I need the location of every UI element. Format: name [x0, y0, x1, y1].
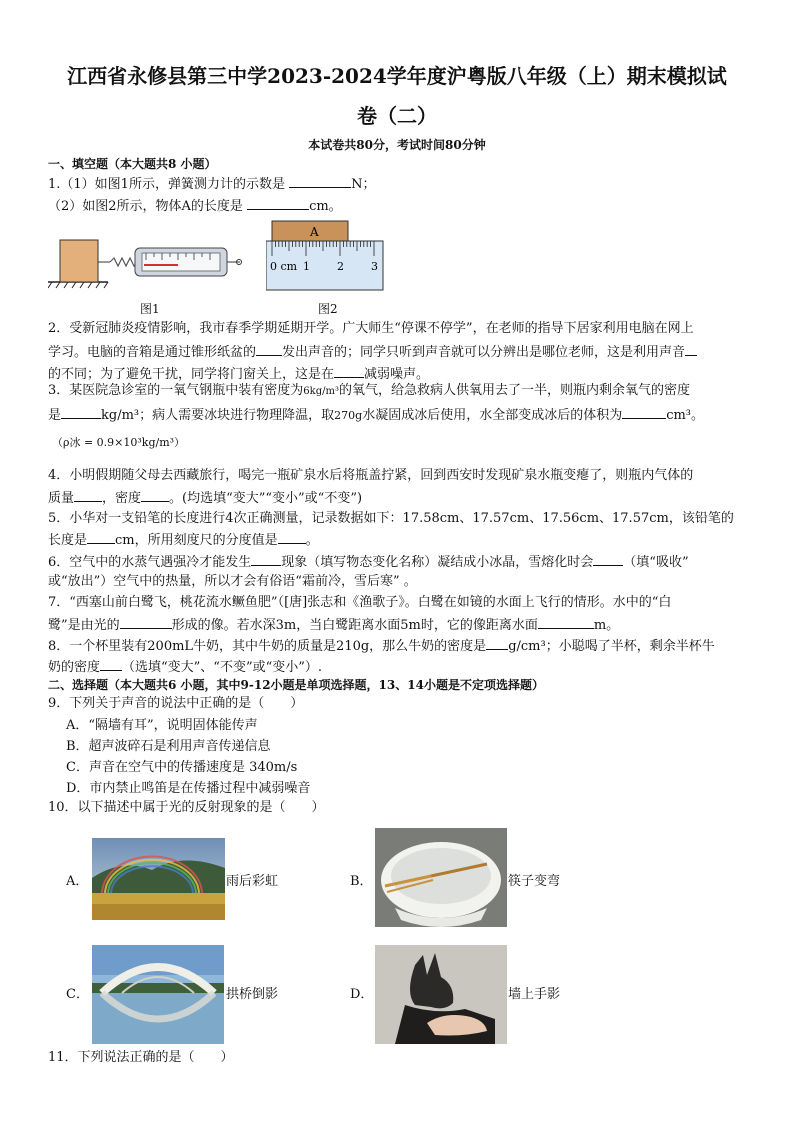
q10-caption-b: 筷子变弯 — [508, 874, 561, 889]
q10-caption-d: 墙上手影 — [508, 987, 561, 1002]
bent-chopsticks-photo — [375, 828, 507, 927]
q1b-blank[interactable] — [247, 196, 309, 210]
question-11-stem: 11．下列说法正确的是（ ） — [48, 1050, 234, 1065]
question-9-stem: 9．下列关于声音的说法中正确的是（ ） — [48, 696, 304, 711]
figure-2-caption: 图2 — [318, 302, 338, 316]
ruler-label-2: 2 — [337, 260, 344, 273]
question-7-line-2 — [48, 615, 619, 635]
q7-text-c: m。 — [593, 618, 620, 633]
q5-text-a: 长度是 — [48, 533, 88, 548]
exam-title-line-1: 江西省永修县第三中学2023-2024学年度沪粤版八年级（上）期末模拟试 — [67, 64, 727, 88]
q10-option-d-letter[interactable]: D． — [350, 987, 374, 1002]
q7-blank-1[interactable] — [120, 615, 172, 629]
q9-option-c[interactable]: C．声音在空气中的传播速度是 340m/s — [66, 760, 298, 775]
figure-2-block-label: A — [310, 225, 319, 239]
q10-caption-c: 拱桥倒影 — [226, 987, 279, 1002]
q2-blank-2[interactable] — [685, 342, 697, 356]
figure-1-spring-scale — [48, 232, 242, 296]
question-1a — [48, 174, 375, 194]
q3-mass: 270g — [334, 409, 363, 422]
q4-blank-2[interactable] — [141, 488, 169, 502]
q3-text-c: 是 — [48, 408, 62, 423]
q5-blank-1[interactable] — [87, 530, 115, 544]
q8-text-b: g/cm³；小聪喝了半杯，剩余半杯牛 — [508, 639, 715, 654]
q1a-blank[interactable] — [289, 174, 351, 188]
question-2-line-2 — [48, 342, 697, 362]
q1a-text: 1.（1）如图1所示，弹簧测力计的示数是 — [48, 177, 285, 192]
q10-option-a-letter[interactable]: A． — [66, 874, 89, 889]
question-8-line-2 — [48, 657, 322, 677]
q2-blank-3[interactable] — [334, 364, 364, 378]
q9-option-d[interactable]: D．市内禁止鸣笛是在传播过程中减弱噪音 — [66, 781, 311, 796]
q3-text-b: 的氧气，给急救病人供氧用去了一半，则瓶内剩余氧气的密度 — [338, 383, 690, 398]
question-4-line-2 — [48, 488, 362, 508]
q6-text-b: 现象（填写物态变化名称）凝结成小冰晶，雪熔化时会 — [281, 555, 594, 570]
figure-1-caption: 图1 — [140, 302, 160, 316]
ruler-label-3: 3 — [371, 260, 378, 273]
question-6-line-1 — [48, 552, 689, 572]
q6-blank-2[interactable] — [593, 552, 623, 566]
question-6-line-2: 或“放出”）空气中的热量，所以才会有俗语“霜前冷，雪后寒” 。 — [48, 574, 417, 589]
question-3-density-note: （ρ冰 = 0.9×10³kg/m³） — [52, 436, 186, 449]
q5-text-b: cm，所用刻度尺的分度值是 — [115, 533, 278, 548]
arch-bridge-reflection-photo — [92, 945, 224, 1044]
q2-text-d: 减弱噪声。 — [364, 367, 430, 382]
q5-text-c: 。 — [305, 533, 319, 548]
q6-text-a: 6．空气中的水蒸气遇强冷才能发生 — [48, 555, 252, 570]
q2-text-b: 发出声音的；同学只听到声音就可以分辨出是哪位老师，这是利用声音 — [282, 345, 686, 360]
ruler-label-1: 1 — [303, 260, 310, 273]
question-2-line-3 — [48, 364, 429, 384]
q8-text-d: （选填“变大”、“不变”或“变小”）. — [122, 660, 323, 675]
q9-option-b[interactable]: B．超声波碎石是利用声音传递信息 — [66, 739, 271, 754]
section-1-header: 一、填空题（本大题共8 小题） — [48, 157, 217, 171]
question-8-line-1 — [48, 636, 715, 656]
question-4-line-1: 4．小明假期随父母去西藏旅行，喝完一瓶矿泉水后将瓶盖拧紧，回到西安时发现矿泉水瓶变瘪了，则瓶内气体的 — [48, 468, 694, 483]
q8-blank-2[interactable] — [100, 657, 122, 671]
q3-text-a: 3．某医院急诊室的一氧气钢瓶中装有密度为 — [48, 383, 304, 398]
q4-text-b: ，密度 — [102, 491, 142, 506]
q9-option-a[interactable]: A．“隔墙有耳”，说明固体能传声 — [66, 718, 258, 733]
q5-blank-2[interactable] — [278, 530, 306, 544]
question-3-line-2 — [48, 405, 704, 425]
q7-text-a: 鹭”是由光的 — [48, 618, 120, 633]
q8-text-c: 奶的密度 — [48, 660, 101, 675]
q10-caption-a: 雨后彩虹 — [226, 874, 279, 889]
exam-subtitle: 本试卷共80分，考试时间80分钟 — [308, 138, 486, 152]
question-10-stem: 10．以下描述中属于光的反射现象的是（ ） — [48, 800, 325, 815]
question-5-line-2 — [48, 530, 319, 550]
question-1b — [48, 196, 342, 216]
rainbow-photo — [92, 838, 225, 920]
q3-blank-2[interactable] — [622, 405, 666, 419]
q2-text-a: 学习。电脑的音箱是通过锥形纸盆的 — [48, 345, 257, 360]
q3-density-unit: 6kg/m³ — [303, 386, 339, 397]
question-5-line-1: 5．小华对一支铅笔的长度进行4次正确测量，记录数据如下：17.58cm、17.57cm、17.56cm、17.57cm，该铅笔的 — [48, 511, 734, 526]
question-7-line-1: 7．“西塞山前白鹭飞，桃花流水鳜鱼肥”（[唐]张志和《渔歌子》。白鹭在如镜的水面上飞行的情形。水中的“白 — [48, 595, 672, 610]
q6-text-c: （填“吸收” — [623, 555, 689, 570]
q1b-unit: cm。 — [309, 199, 342, 214]
q3-unit: cm³。 — [666, 408, 705, 423]
q3-text-e: 水凝固成冰后使用，水全部变成冰后的体积为 — [362, 408, 623, 423]
exam-title-line-2: 卷（二） — [357, 104, 437, 128]
q8-text-a: 8．一个杯里装有200mL牛奶，其中牛奶的质量是210g，那么牛奶的密度是 — [48, 639, 487, 654]
hand-shadow-photo — [375, 945, 507, 1044]
figure-2-ruler — [266, 220, 384, 292]
q4-text-c: 。(均选填“变大”“变小”或“不变”) — [169, 491, 363, 506]
q4-blank-1[interactable] — [74, 488, 102, 502]
q2-blank-1[interactable] — [256, 342, 282, 356]
ruler-label-0: 0 cm — [270, 260, 298, 273]
q3-blank-1[interactable] — [61, 405, 101, 419]
question-3-line-1 — [48, 382, 690, 401]
q2-text-c: 的不同；为了避免干扰，同学将门窗关上，这是在 — [48, 367, 335, 382]
q1b-text: （2）如图2所示，物体A的长度是 — [48, 199, 243, 214]
question-2-line-1: 2．受新冠肺炎疫情影响，我市春季学期延期开学。广大师生“停课不停学”，在老师的指导下居家利用电脑在网上 — [48, 321, 694, 336]
q4-text-a: 质量 — [48, 491, 75, 506]
q3-text-d: kg/m³；病人需要冰块进行物理降温，取 — [101, 408, 335, 423]
q10-option-b-letter[interactable]: B． — [350, 874, 373, 889]
q6-blank-1[interactable] — [251, 552, 281, 566]
q7-blank-2[interactable] — [538, 615, 594, 629]
q1a-unit: N； — [351, 177, 376, 192]
q7-text-b: 形成的像。若水深3m，当白鹭距离水面5m时，它的像距离水面 — [171, 618, 538, 633]
q10-option-c-letter[interactable]: C． — [66, 987, 89, 1002]
section-2-header: 二、选择题（本大题共6 小题，其中9-12小题是单项选择题，13、14小题是不定项选择题） — [48, 678, 544, 692]
q8-blank-1[interactable] — [486, 636, 508, 650]
